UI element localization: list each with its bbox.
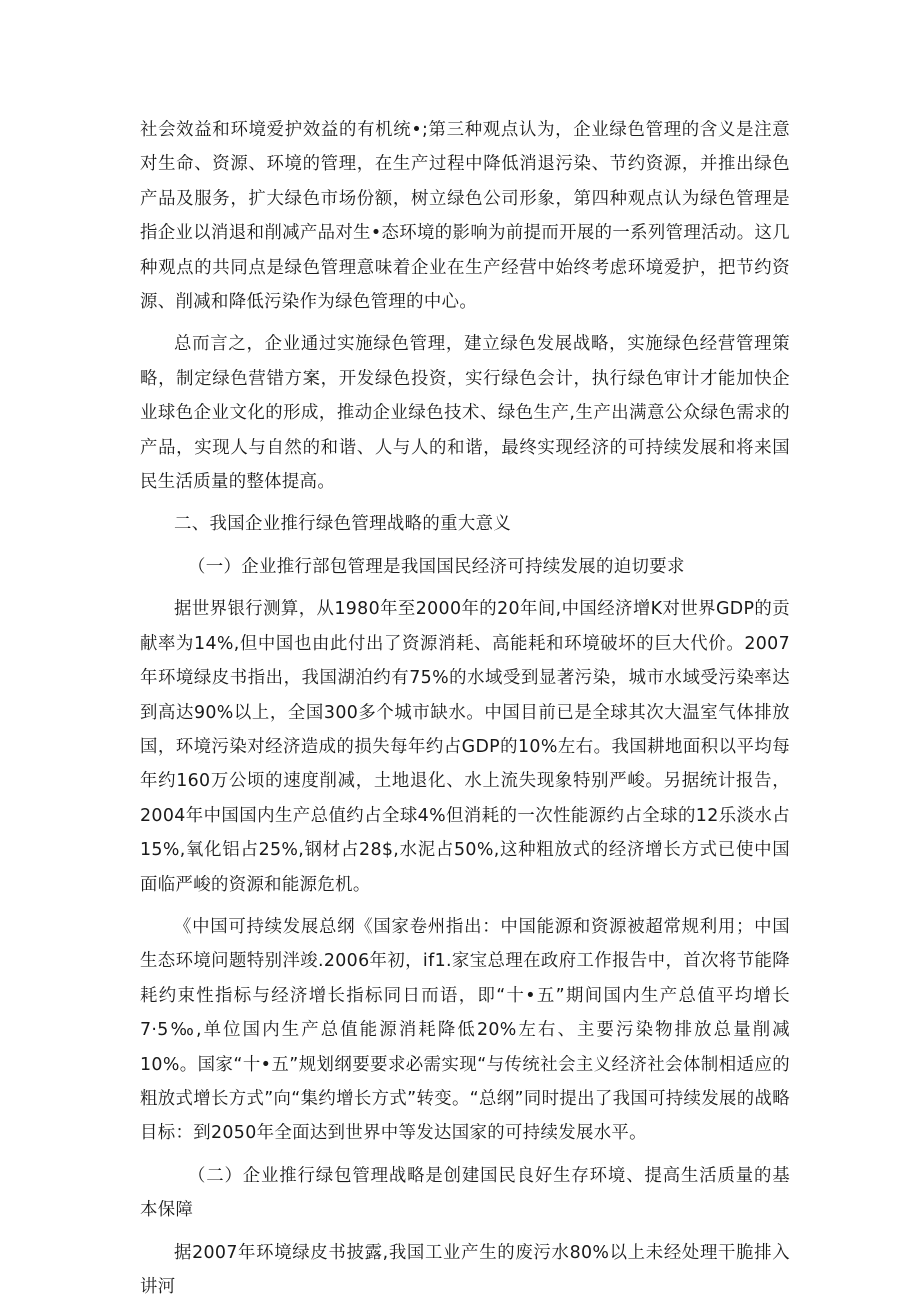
paragraph-green-book-disclosure: 据2007年环境绿皮书披露,我国工业产生的废污水80%以上未经处理干脆排入讲河 <box>140 1242 790 1297</box>
subsection-heading-sustainable-development: （一）企业推行部包管理是我国国民经济可持续发展的迫切要求 <box>188 556 685 577</box>
section-heading-significance: 二、我国企业推行绿色管理战略的重大意义 <box>174 514 512 535</box>
document-body <box>140 113 790 1304</box>
paragraph-world-bank-statistics: 据世界银行测算，从1980年至2000年的20年间,中国经济增K对世界GDP的贡献率为14%,但中国也由此付出了资源消耗、高能耗和环境破坏的巨大代价。2007年环境绿皮书指出，我国湖泊约有75%的水域受到显著污染，城市水域受污染率达到高达90%以上，全国300多个城市缺水。中国目前已是全球其次大温室气体排放国，环境污染对经济造成的损失每年约占GDP的10%左右。我国耕地面积以平均每年约160万公顷的速度削减，土地退化、水上流失现象特别严峻。另据统计报告，2004年中国国内生产总值约占全球4%但消耗的一次性能源约占全球的12乐淡水占15%,氧化铝占25%,钢材占28$,水泥占50%,这种粗放式的经济增长方式已使中国面临严峻的资源和能源危机。 <box>140 599 790 895</box>
subsection-heading-living-environment: （二）企业推行绿包管理战略是创建国民良好生存环境、提高生活质量的基本保障 <box>140 1165 790 1221</box>
paragraph-sustainable-development-outline: 《中国可持续发展总纲《国家卷州指出：中国能源和资源被超常规利用；中国生态环境问题特别泮竣.2006年初，if1.家宝总理在政府工作报告中，首次将节能降耗约束性指标与经济增长指标同日而语，即“十•五”期间国内生产总值平均增长7·5‰,单位国内生产总值能源消耗降低20%左右、主要污染物排放总量削减10%。国家“十•五”规划纲要要求必需实现“与传统社会主义经济社会体制相适应的粗放式增长方式”向“集约增长方式”转变。“总纲”同时提出了我国可持续发展的战略目标：到2050年全面达到世界中等发达国家的可持续发展水平。 <box>140 916 790 1144</box>
paragraph-green-management-views: 社会效益和环境爱护效益的有机统•;第三种观点认为，企业绿色管理的含义是注意对生命、资源、环境的管理，在生产过程中降低消退污染、节约资源，并推出绿色产品及服务，扩大绿色市场份额，树立绿色公司形象，第四种观点认为绿色管理是指企业以消退和削减产品对生•态环境的影响为前提而开展的一系列管理活动。这几种观点的共同点是绿色管理意味着企业在生产经营中始终考虑环境爱护，把节约资源、削减和降低污染作为绿色管理的中心。 <box>140 120 790 313</box>
paragraph-summary: 总而言之，企业通过实施绿色管理，建立绿色发展战略，实施绿色经营管理策略，制定绿色营错方案，开发绿色投资，实行绿色会计，执行绿色审计才能加快企业球色企业文化的形成，推动企业绿色技术、绿色生产,生产出满意公众绿色需求的产品，实现人与自然的和谐、人与人的和谐，最终实现经济的可持续发展和将来国民生活质量的整体提高。 <box>140 334 790 493</box>
